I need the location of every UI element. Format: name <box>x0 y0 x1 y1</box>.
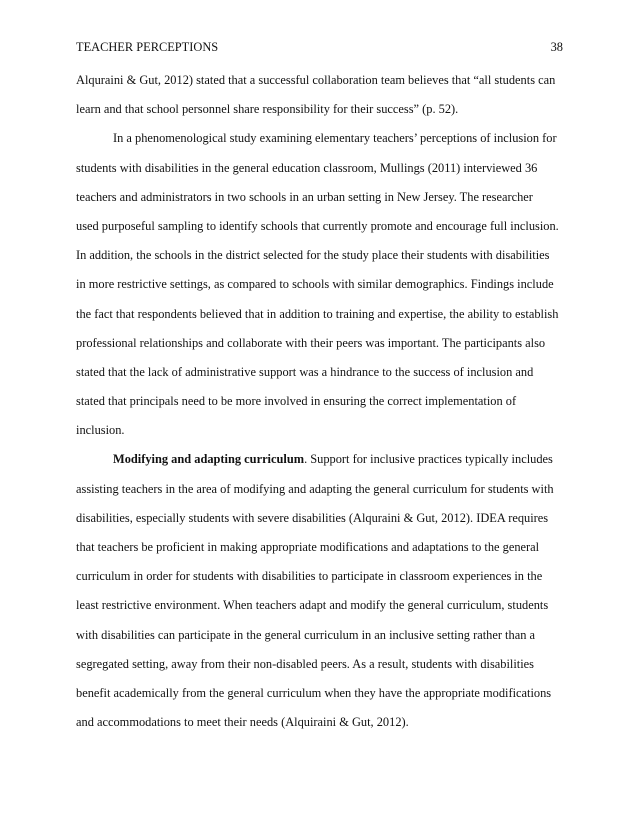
paragraph-2-line: stated that principals need to be more involved in ensuring the correct implementation of <box>76 394 517 409</box>
page-number: 38 <box>550 40 563 54</box>
paragraph-3-line: benefit academically from the general curriculum when they have the appropriate modifications <box>76 685 552 700</box>
paragraph-3-line: curriculum in order for students with disabilities to participate in classroom experiences in the <box>76 569 543 584</box>
paragraph-2-line: inclusion. <box>76 423 125 438</box>
paragraph-2-line: stated that the lack of administrative support was a hindrance to the success of inclusion and <box>76 364 534 379</box>
paragraph-1-line: Alquraini & Gut, 2012) stated that a successful collaboration team believes that “all students can <box>76 73 556 87</box>
paragraph-2-line: used purposeful sampling to identify schools that currently promote and encourage full inclusion. <box>76 218 559 233</box>
paragraph-2-line: the fact that respondents believed that in addition to training and expertise, the ability to establish <box>76 306 559 321</box>
paragraph-2-line: teachers and administrators in two schools in an urban setting in New Jersey. The researcher <box>76 189 533 204</box>
paragraph-3-line: and accommodations to meet their needs (Alquiraini & Gut, 2012). <box>76 715 409 730</box>
paragraph-2-line: in more restrictive settings, as compared to schools with similar demographics. Findings include <box>76 277 554 292</box>
body-text <box>76 66 563 737</box>
section-heading: Modifying and adapting curriculum <box>113 452 305 467</box>
paragraph-2-line: students with disabilities in the general education classroom, Mullings (2011) interviewed 36 <box>76 160 538 175</box>
paragraph-3-line: least restrictive environment. When teachers adapt and modify the general curriculum, students <box>76 598 549 613</box>
paragraph-3-first-line <box>76 445 563 474</box>
paragraph-3-line: segregated setting, away from their non-disabled peers. As a result, students with disabilities <box>76 656 535 671</box>
paragraph-1-line: learn and that school personnel share responsibility for their success” (p. 52). <box>76 102 459 117</box>
paragraph-3-line: that teachers be proficient in making appropriate modifications and adaptations to the general <box>76 540 540 554</box>
paragraph-3-line: disabilities, especially students with severe disabilities (Alquraini & Gut, 2012). IDEA requires <box>76 510 549 525</box>
paragraph-3-line: with disabilities can participate in the general curriculum in an inclusive setting rather than a <box>76 627 535 642</box>
paragraph-2-line: In a phenomenological study examining elementary teachers’ perceptions of inclusion for <box>113 131 557 146</box>
page-header <box>76 38 563 56</box>
paragraph-2-line: professional relationships and collaborate with their peers was important. The participants also <box>76 335 546 350</box>
paragraph-2-line: In addition, the schools in the district selected for the study place their students with disabilities <box>76 248 550 263</box>
running-head: TEACHER PERCEPTIONS <box>76 40 219 54</box>
paragraph-3-first-line-text: . Support for inclusive practices typically includes <box>304 452 553 467</box>
paragraph-3-line: assisting teachers in the area of modifying and adapting the general curriculum for students with <box>76 481 554 496</box>
